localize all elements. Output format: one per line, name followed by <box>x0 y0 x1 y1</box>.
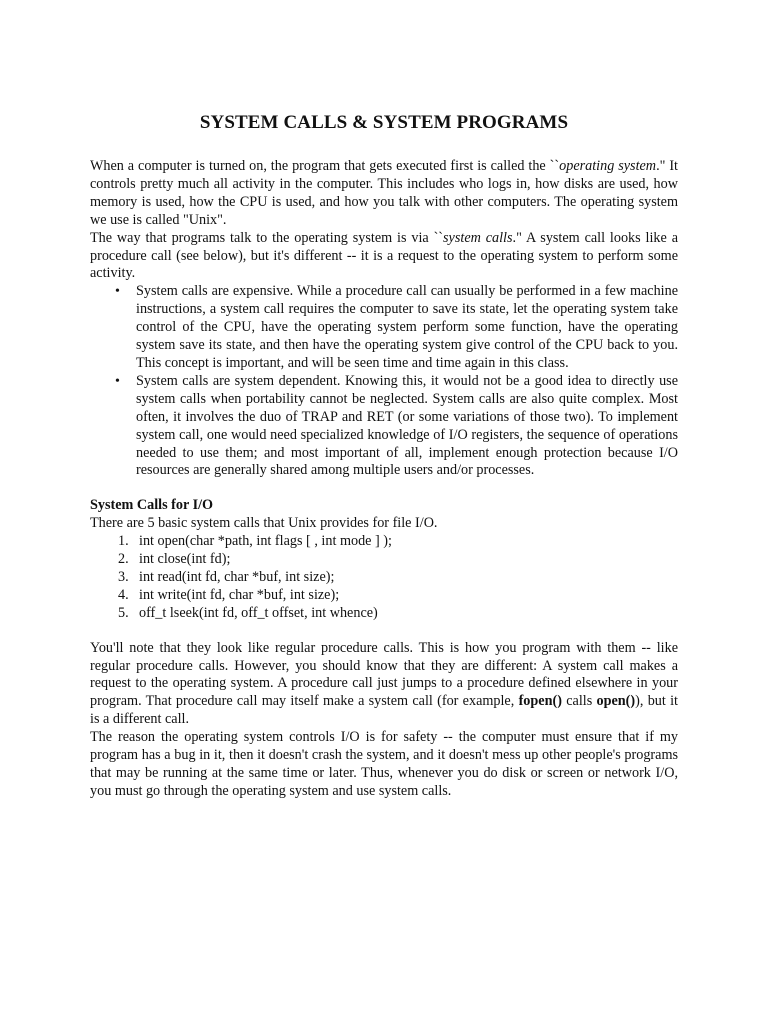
list-item: 5. off_t lseek(int fd, off_t offset, int whence) <box>118 604 378 621</box>
list-item: 1. int open(char *path, int flags [ , int mode ] ); <box>118 533 392 550</box>
list-item: 4. int write(int fd, char *buf, int size); <box>118 586 340 603</box>
bullet-item: • System calls are system dependent. Knowing this, it would not be a good idea to directly use system calls when portability cannot be neglected. System calls are also quite complex. Most often, it involves the duo of TRAP and RET (or some variations of those two). To implement system call, one would need specialized knowledge of I/O registers, the sequence of operations needed to use them; and most important of all, implement enough protection because I/O resources are generally shared among multiple users and/or processes. <box>115 372 678 479</box>
list-item: 2. int close(int fd); <box>118 551 231 568</box>
spacer <box>90 623 678 640</box>
closing-paragraph-2: The reason the operating system controls I/O is for safety -- the computer must ensure that if my program has a bug in it, then it doesn't crash the system, and it doesn't mess up other people's programs that may be running at the same time or later. Thus, whenever you do disk or screen or network I/O, you must go through the operating system and use system calls. <box>90 729 678 799</box>
section-heading-io: System Calls for I/O <box>90 497 214 514</box>
bullet-item: • System calls are expensive. While a procedure call can usually be performed in a few machine instructions, a system call requires the computer to save its state, let the operating system take control of the CPU, have the operating system perform some function, have the operating system save its state, and then have the operating system give control of the CPU back to you. This concept is important, and will be seen time and time again in this class. <box>115 283 678 371</box>
closing-paragraph-1: You'll note that they look like regular procedure calls. This is how you program with them -- like regular procedure calls. However, you should know that they are different: A system call makes a request to the operating system. A procedure call just jumps to a procedure defined elsewhere in your program. That procedure call may itself make a system call (for example, fopen() calls open()), but it is a different call. <box>90 639 678 728</box>
main-text <box>90 158 678 801</box>
io-intro: There are 5 basic system calls that Unix provides for file I/O. <box>90 515 438 532</box>
intro-paragraph-2: The way that programs talk to the operating system is via ``system calls." A system call looks like a procedure call (see below), but it's different -- it is a request to the operating system to perform some activity. <box>90 229 678 282</box>
system-call-list <box>90 533 678 623</box>
page-title: SYSTEM CALLS & SYSTEM PROGRAMS <box>199 112 569 133</box>
bullet-icon: • <box>115 284 120 300</box>
intro-paragraph-1: When a computer is turned on, the program that gets executed first is called the ``operating system." It controls pretty much all activity in the computer. This includes who logs in, how disks are used, how memory is used, how the CPU is used, and how you talk with other computers. The operating system we use is called "Unix". <box>90 158 679 228</box>
list-item: 3. int read(int fd, char *buf, int size); <box>118 568 335 585</box>
bullet-icon: • <box>115 373 120 389</box>
bullet-list <box>90 283 678 480</box>
